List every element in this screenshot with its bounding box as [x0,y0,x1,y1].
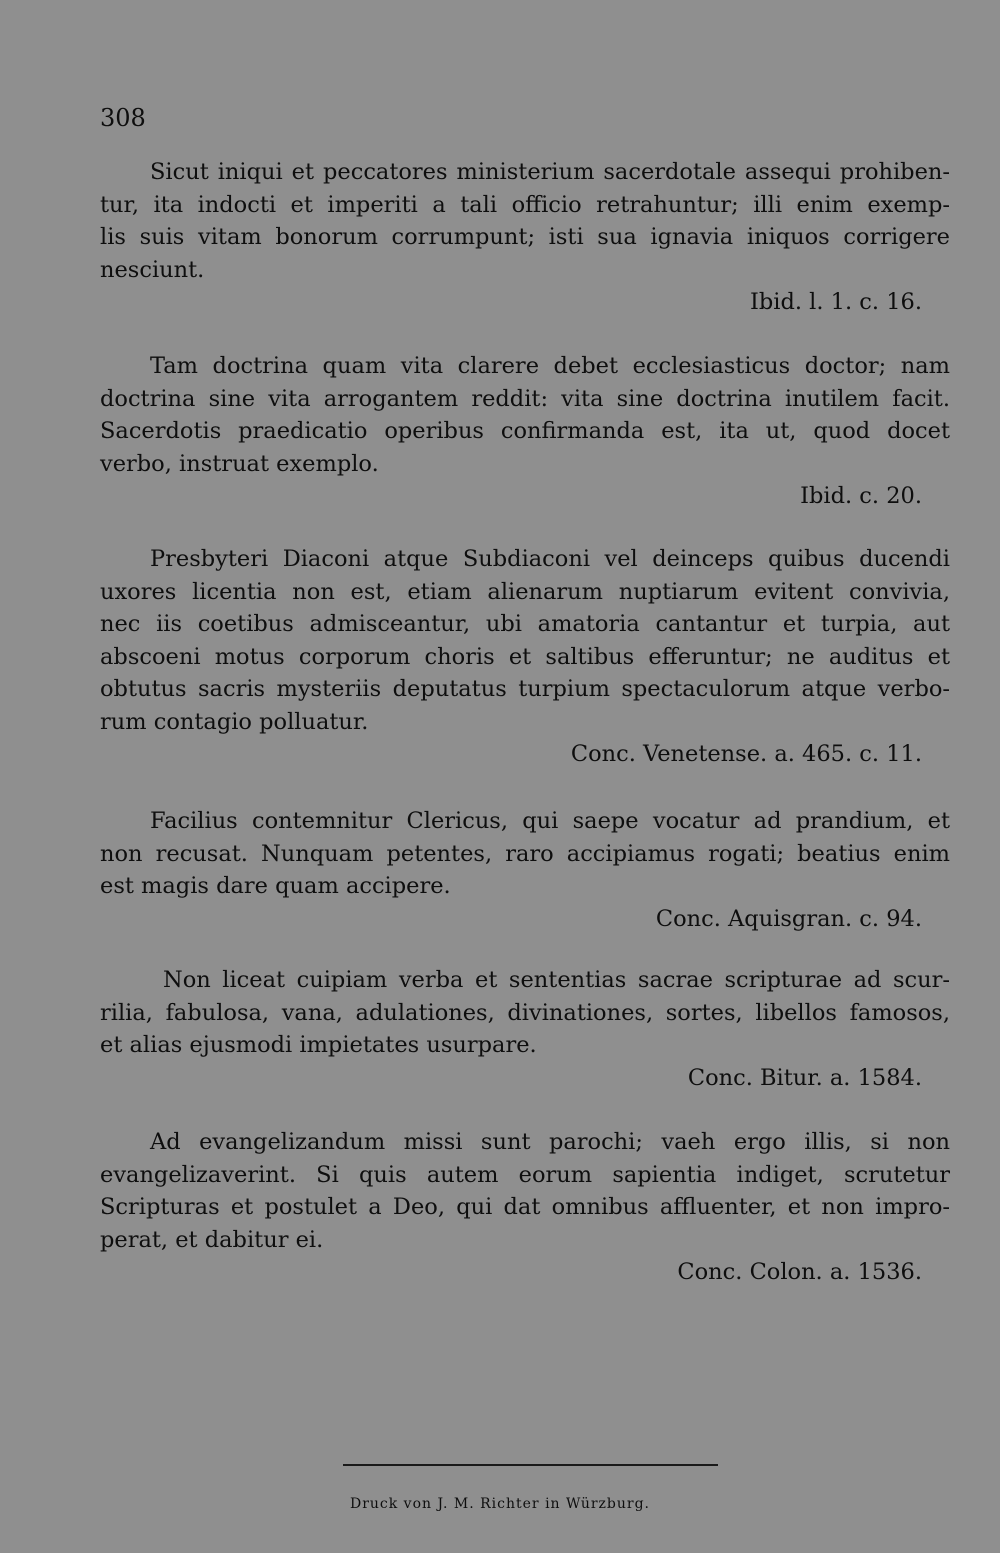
passage-6 [100,1126,950,1289]
passage-line: Ad evangelizandum missi sunt parochi; vaeh ergo illis, si non [150,1129,950,1155]
passage-line: tur, ita indocti et imperiti a tali officio retrahuntur; illi enim exemp- [100,191,950,218]
passage-line: verbo, instruat exemplo. [100,450,379,477]
passage-5 [100,964,950,1094]
passage-line: Non liceat cuipiam verba et sententias sacrae scripturae ad scur- [163,967,950,993]
passage-line: perat, et dabitur ei. [100,1226,324,1253]
passage-line: nec iis coetibus admisceantur, ubi amatoria cantantur et turpia, aut [100,611,950,637]
citation: Conc. Colon. a. 1536. [677,1259,922,1285]
citation: Ibid. l. 1. c. 16. [749,289,922,315]
passage-line: rum contagio polluatur. [100,708,369,735]
passage-line: Tam doctrina quam vita clarere debet ecclesiasticus doctor; nam [150,353,950,379]
passage-1 [100,156,950,319]
passage-line: Presbyteri Diaconi atque Subdiaconi vel deinceps quibus ducendi [150,546,950,572]
passage-line: nesciunt. [100,256,205,283]
passage-line: Facilius contemnitur Clericus, qui saepe vocatur ad prandium, et [150,808,950,834]
citation: Ibid. c. 20. [800,483,922,509]
passage-3 [100,543,950,771]
passage-2 [100,350,950,513]
passage-line: Sacerdotis praedicatio operibus confirmanda est, ita ut, quod docet [100,418,950,444]
passage-line: Sicut iniqui et peccatores ministerium sacerdotale assequi prohiben- [150,159,950,185]
passage-line: doctrina sine vita arrogantem reddit: vita sine doctrina inutilem facit. [100,385,950,412]
passage-line: evangelizaverint. Si quis autem eorum sapientia indiget, scrutetur [100,1161,950,1188]
passage-line: non recusat. Nunquam petentes, raro accipiamus rogati; beatius enim [100,840,950,867]
citation: Conc. Bitur. a. 1584. [687,1064,922,1091]
passage-4 [100,805,950,935]
passage-line: et alias ejusmodi impietates usurpare. [100,1032,537,1058]
passage-line: est magis dare quam accipere. [100,873,451,899]
footer-rule [343,1464,718,1466]
citation: Conc. Aquisgran. c. 94. [655,905,922,932]
passage-line: rilia, fabulosa, vana, adulationes, divinationes, sortes, libellos famosos, [100,999,950,1026]
passage-line: uxores licentia non est, etiam alienarum nuptiarum evitent convivia, [100,578,950,605]
passage-line: abscoeni motus corporum choris et saltibus efferuntur; ne auditus et [100,643,950,670]
passage-line: obtutus sacris mysteriis deputatus turpium spectaculorum atque verbo- [100,676,950,702]
citation: Conc. Venetense. a. 465. c. 11. [570,741,922,767]
passage-line: Scripturas et postulet a Deo, qui dat omnibus affluenter, et non impro- [100,1194,950,1220]
passage-line: lis suis vitam bonorum corrumpunt; isti sua ignavia iniquos corrigere [100,224,950,250]
printer-imprint: Druck von J. M. Richter in Würzburg. [349,1496,651,1512]
page-number: 308 [100,104,146,132]
